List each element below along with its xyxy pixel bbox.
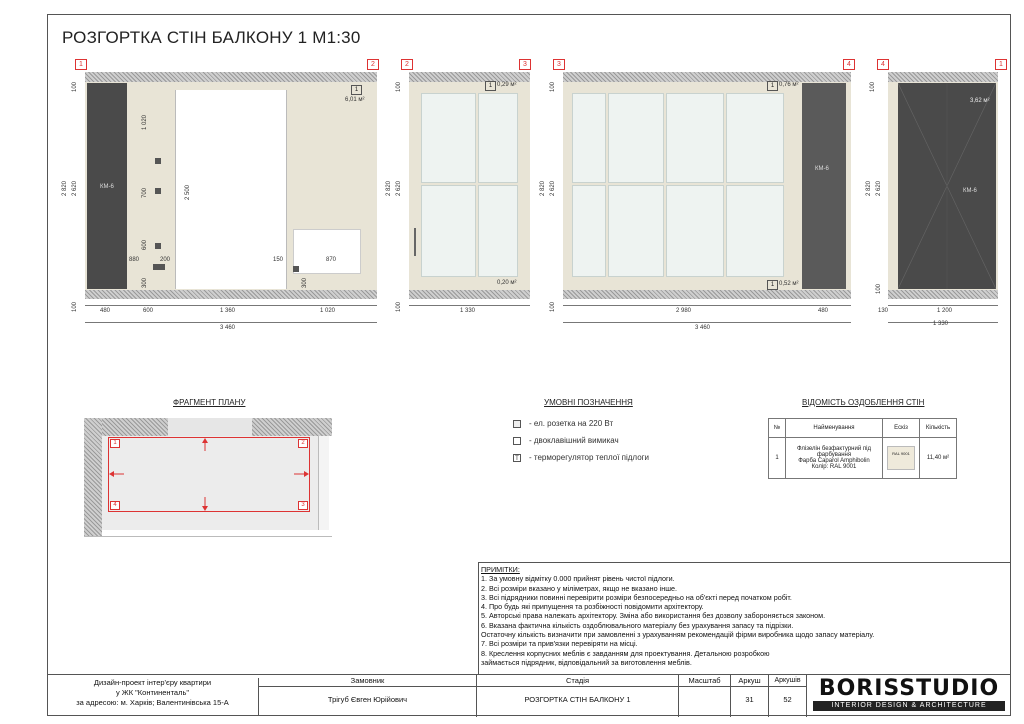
sheet-number: 31 (745, 695, 754, 704)
bottom-dim: 1 020 (320, 308, 336, 314)
sheets-total: 52 (783, 695, 792, 704)
row-name: Флізелін безфактурний під фарбування Фарба Caparol Amphibolin Колір: RAL 9001 (786, 438, 883, 479)
height-dim: 2 820 (866, 180, 872, 196)
row-quantity: 11,40 м² (920, 438, 957, 479)
glass-panel (726, 185, 784, 277)
plan-mark: 4 (110, 501, 120, 510)
vertical-dim: 300 (302, 277, 308, 288)
height-dim: 100 (550, 301, 556, 312)
scale-cell (679, 675, 731, 717)
note-line: 2. Всі розміри вказано у міліметрах, якщо не вказано інше. (481, 583, 677, 593)
dim-line (85, 322, 377, 323)
note-line: 1. За умовну відмітку 0.000 прийнят рівень чистої підлоги. (481, 574, 675, 584)
area-top: 0,76 м² (779, 82, 799, 88)
column-header: Кількість (920, 419, 957, 438)
horizontal-dim: 200 (160, 257, 171, 263)
height-dim: 2 620 (396, 180, 402, 196)
ceiling-slab (888, 72, 998, 82)
bottom-dim: 1 200 (937, 308, 953, 314)
finishes-table (768, 418, 957, 479)
height-dim: 100 (550, 81, 556, 92)
bottom-dim: 2 980 (676, 308, 692, 314)
height-dim: 100 (876, 283, 882, 294)
sheet-cell (731, 675, 769, 717)
socket-icon (155, 188, 161, 194)
note-line: 3. Всі підрядники повинні перевірити розміри безпосередньо на об'єкті перед початком робіт. (481, 592, 792, 602)
finish-tag: 1 (767, 280, 778, 290)
ceiling-slab (409, 72, 530, 82)
glass-panel (572, 185, 606, 277)
bottom-dim: 480 (100, 308, 111, 314)
horizontal-dim: 150 (273, 257, 284, 263)
arrow-down-icon (202, 506, 208, 511)
glass-panel (666, 185, 724, 277)
plan-glazing-right (318, 436, 329, 530)
wall-area: 3,62 м² (970, 98, 990, 104)
bottom-dim: 1 360 (220, 308, 236, 314)
notes-title: ПРИМІТКИ: (481, 565, 520, 574)
column-header: Ескіз (883, 419, 920, 438)
height-dim: 2 620 (876, 180, 882, 196)
floor-slab (563, 290, 851, 299)
floor-slab (85, 290, 377, 299)
note-line: 7. Всі розміри та прив'язки перевіряти на місці. (481, 639, 638, 649)
height-dim: 100 (72, 301, 78, 312)
color-swatch: RAL 9001 (887, 446, 915, 470)
title-block (47, 674, 1011, 717)
area-bottom: 0,52 м² (779, 281, 799, 287)
plan-wall-left (84, 418, 102, 536)
scale-label: Масштаб (679, 675, 730, 687)
logo-text: BORISSTUDIO (818, 676, 1000, 701)
note-line: 4. Про будь які припущення та розбіжності повідомити архітектору. (481, 602, 704, 612)
wardrobe-diagonals (898, 83, 996, 289)
wardrobe-km6 (802, 83, 846, 289)
height-dim: 2 620 (550, 180, 556, 196)
logo-subtitle: INTERIOR DESIGN & ARCHITECTURE (813, 701, 1005, 711)
dim-line (409, 305, 530, 306)
socket-icon (155, 243, 161, 249)
plan-mark: 3 (298, 501, 308, 510)
window-opening (293, 229, 361, 274)
km-label: КМ-6 (100, 184, 114, 190)
project-info: Дизайн-проект інтер'єру квартири у ЖК "Континенталь" за адресою: м. Харків; Валентинівська 15-А (47, 678, 259, 716)
customer-cell (259, 675, 477, 717)
height-dim: 100 (870, 81, 876, 92)
customer-name: Трігуб Євген Юрійович (327, 695, 408, 704)
legend-item: - ел. розетка на 220 Вт (513, 419, 613, 428)
note-line: 8. Креслення корпусних меблів є завданням для проектування. Детальною розробкою (481, 648, 770, 658)
row-number: 1 (769, 438, 786, 479)
note-line: 6. Вказана фактична кількість оздоблювального матеріалу без урахування запасу та підрізки. (481, 620, 794, 630)
stage-label: Стадія (477, 675, 678, 687)
height-dim: 100 (396, 81, 402, 92)
wall-mark: 1 (75, 59, 87, 70)
ceiling-slab (563, 72, 851, 82)
table-row (769, 438, 957, 479)
door-opening (175, 90, 287, 289)
height-dim: 2 620 (72, 180, 78, 196)
wardrobe-km6 (898, 83, 996, 289)
glass-panel (666, 93, 724, 183)
switch-icon (513, 437, 521, 445)
plan-edge-line (84, 536, 332, 537)
height-dim: 2 820 (540, 180, 546, 196)
wall-mark: 3 (519, 59, 531, 70)
notes-block (478, 562, 1010, 674)
glass-panel (478, 93, 518, 183)
glass-panel (608, 185, 664, 277)
plan-window-top (168, 418, 252, 436)
wall-area: 6,01 м² (345, 97, 365, 103)
vertical-dim: 1 020 (142, 114, 148, 130)
bottom-dim: 1 330 (460, 308, 476, 314)
stage-cell (477, 675, 679, 717)
column-header: № (769, 419, 786, 438)
sheets-cell (769, 675, 807, 717)
page-title: РОЗГОРТКА СТІН БАЛКОНУ 1 М1:30 (62, 28, 361, 47)
plan-mark: 1 (110, 439, 120, 448)
floor-slab (888, 290, 998, 299)
vertical-dim: 700 (142, 187, 148, 198)
switch-icon (153, 264, 165, 270)
legend-title: УМОВНІ ПОЗНАЧЕННЯ (544, 398, 633, 407)
wall-mark: 4 (843, 59, 855, 70)
plan-view-arrows (108, 437, 310, 512)
arrow-up-icon (202, 438, 208, 443)
ceiling-slab (85, 72, 377, 82)
total-dim: 3 460 (220, 325, 236, 331)
floor-slab (409, 290, 530, 299)
area-bottom: 0,20 м² (497, 280, 517, 286)
glass-panel (478, 185, 518, 277)
door-handle (414, 228, 416, 256)
glass-panel (421, 93, 476, 183)
wall-mark: 3 (553, 59, 565, 70)
dim-line (563, 305, 851, 306)
km-label: КМ-6 (815, 166, 829, 172)
bottom-dim: 130 (878, 308, 889, 314)
note-line: Остаточну кількість визначити при замовленні з урахуванням рекомендацій фірми виробника щодо запасу матеріалу. (481, 630, 875, 640)
horizontal-dim: 870 (326, 257, 337, 263)
socket-icon (155, 158, 161, 164)
sheets-label: Аркушів (769, 675, 806, 687)
height-dim: 100 (72, 81, 78, 92)
vertical-dim: 600 (142, 239, 148, 250)
dim-line (563, 322, 851, 323)
height-dim: 2 820 (62, 180, 68, 196)
glass-panel (421, 185, 476, 277)
studio-logo (807, 675, 1011, 717)
bottom-dim: 480 (818, 308, 829, 314)
plan-title: ФРАГМЕНТ ПЛАНУ (173, 398, 246, 407)
glass-panel (572, 93, 606, 183)
socket-icon (293, 266, 299, 272)
arrow-left-icon (109, 471, 114, 477)
column-header: Найменування (786, 419, 883, 438)
dim-line (888, 305, 998, 306)
total-dim: 1 330 (933, 321, 949, 327)
km-label: КМ-6 (963, 188, 977, 194)
wall-mark: 2 (401, 59, 413, 70)
wall-mark: 1 (995, 59, 1007, 70)
customer-label: Замовник (259, 675, 476, 687)
glass-panel (608, 93, 664, 183)
total-dim: 3 460 (695, 325, 711, 331)
legend-item: - двоклавішний вимикач (513, 436, 619, 445)
dim-line (85, 305, 377, 306)
row-sketch (883, 438, 920, 479)
finish-tag: 1 (485, 81, 496, 91)
table-header-row (769, 419, 957, 438)
vertical-dim: 2 500 (185, 184, 191, 200)
finish-tag: 1 (767, 81, 778, 91)
thermostat-icon: T (513, 454, 521, 462)
height-dim: 100 (396, 301, 402, 312)
wall-mark: 4 (877, 59, 889, 70)
finish-tag: 1 (351, 85, 362, 95)
note-line: 5. Авторські права належать архітектору. Зміна або використання без дозволу забороняється законом. (481, 611, 826, 621)
vertical-dim: 300 (142, 277, 148, 288)
finishes-title: ВІДОМІСТЬ ОЗДОБЛЕННЯ СТІН (802, 398, 925, 407)
glass-panel (726, 93, 784, 183)
legend-item: T - терморегулятор теплої підлоги (513, 453, 649, 462)
socket-icon (513, 420, 521, 428)
horizontal-dim: 880 (129, 257, 140, 263)
note-line: займається підрядник, відповідальний за виготовлення меблів. (481, 657, 692, 667)
sheet-label: Аркуш (731, 675, 768, 687)
height-dim: 2 820 (386, 180, 392, 196)
wall-mark: 2 (367, 59, 379, 70)
plan-mark: 2 (298, 439, 308, 448)
stage-value: РОЗГОРТКА СТІН БАЛКОНУ 1 (524, 695, 631, 704)
bottom-dim: 600 (143, 308, 154, 314)
arrow-right-icon (304, 471, 309, 477)
area-top: 0,29 м² (497, 82, 517, 88)
